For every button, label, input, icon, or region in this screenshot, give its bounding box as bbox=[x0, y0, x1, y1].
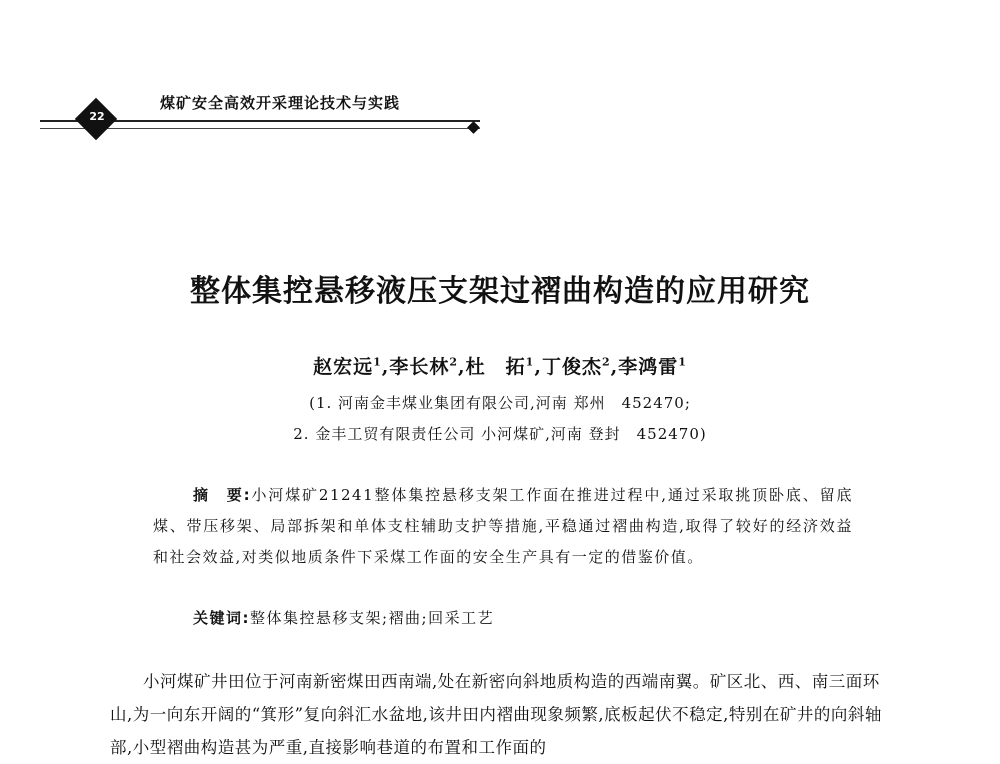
author-name: 丁俊杰 bbox=[541, 356, 602, 378]
affiliation-2: 2. 金丰工贸有限责任公司 小河煤矿,河南 登封 452470) bbox=[293, 425, 707, 443]
author-affiliation-mark: 1 bbox=[678, 355, 687, 369]
author-list: 赵宏远$^1$,李长林$^2$,杜 拓$^1$,丁俊杰$^2$,李鸿雷$^1$ bbox=[313, 355, 687, 378]
page-number: 22 bbox=[89, 110, 105, 123]
author-affiliation-mark: 1 bbox=[373, 355, 382, 369]
keywords-label: 关键词: bbox=[193, 609, 250, 627]
author-affiliation-mark: 2 bbox=[449, 355, 459, 369]
body-paragraph: 小河煤矿井田位于河南新密煤田西南端,处在新密向斜地质构造的西端南翼。矿区北、西、南三面环山,为一向东开阔的“箕形”复向斜汇水盆地,该井田内褶曲现象频繁,底板起伏不稳定,特别在矿井的向斜轴部,小型褶曲构造甚为严重,直接影响巷道的布置和工作面的 bbox=[110, 672, 882, 757]
affiliation-1: (1. 河南金丰煤业集团有限公司,河南 郑州 452470; bbox=[309, 394, 691, 412]
abstract-text: 小河煤矿21241整体集控悬移支架工作面在推进过程中,通过采取挑顶卧底、留底煤、带压移架、局部拆架和单体支柱辅助支护等措施,平稳通过褶曲构造,取得了较好的经济效益和社会效益,对类似地质条件下采煤工作面的安全生产具有一定的借鉴价值。 bbox=[153, 486, 853, 566]
abstract-label: 摘 要: bbox=[193, 486, 252, 504]
author-name: 李长林 bbox=[389, 356, 450, 378]
author-name: 赵宏远 bbox=[313, 356, 374, 378]
abstract bbox=[153, 480, 853, 573]
author-name: 李鸿雷 bbox=[618, 356, 679, 378]
author-affiliation-mark: 2 bbox=[601, 355, 611, 369]
keywords-text: 整体集控悬移支架;褶曲;回采工艺 bbox=[250, 609, 495, 627]
rule-end-diamond-icon bbox=[467, 121, 480, 134]
paper-title: 整体集控悬移液压支架过褶曲构造的应用研究 bbox=[190, 274, 810, 309]
body-text bbox=[110, 665, 900, 764]
keywords bbox=[193, 607, 494, 628]
running-header bbox=[0, 0, 1000, 150]
journal-title: 煤矿安全高效开采理论技术与实践 bbox=[160, 94, 401, 112]
author-name: 杜 拓 bbox=[465, 356, 526, 378]
author-affiliation-mark: 1 bbox=[525, 355, 535, 369]
